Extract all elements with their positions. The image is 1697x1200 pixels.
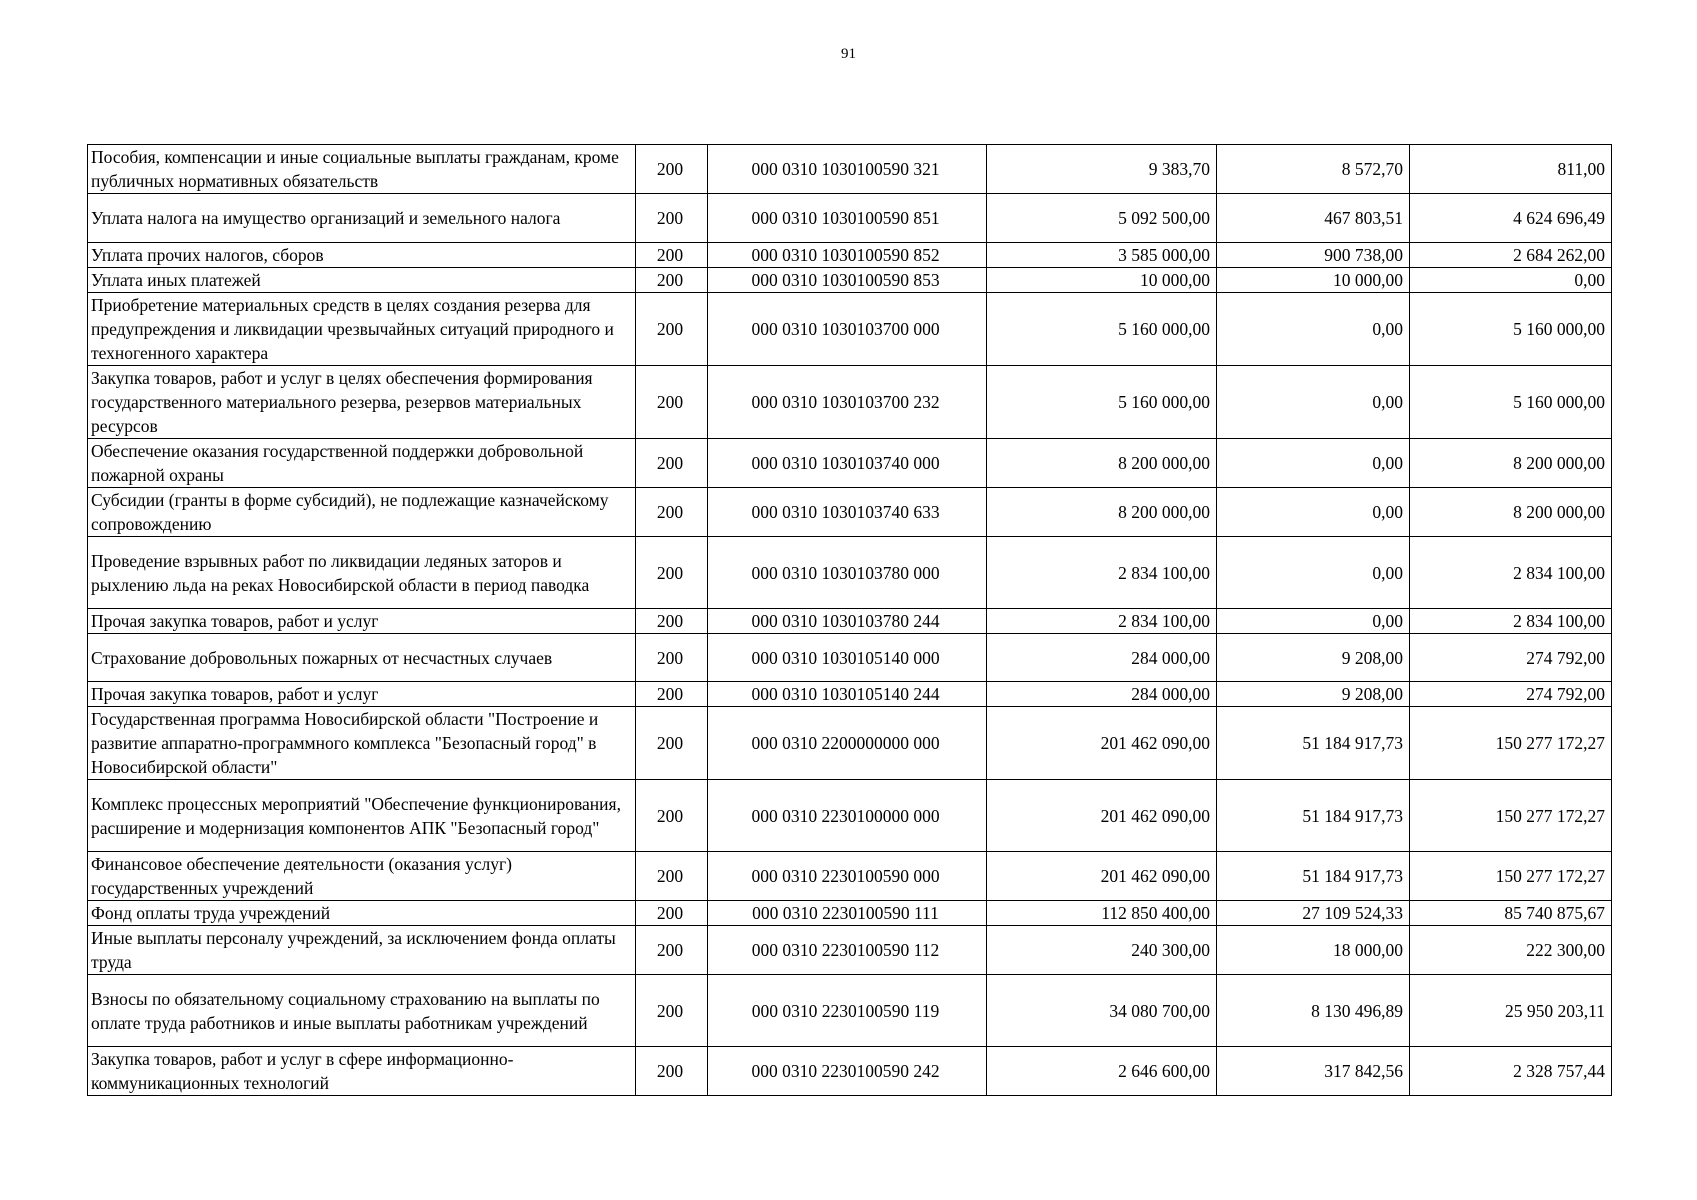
row-kbk-cell: 000 0310 1030103740 000 <box>708 439 987 488</box>
row-kbk-cell: 000 0310 1030100590 851 <box>708 194 987 243</box>
table-row <box>88 537 1612 609</box>
row-name-cell: Иные выплаты персоналу учреждений, за исключением фонда оплаты труда <box>88 926 636 975</box>
row-code-cell: 200 <box>636 243 708 268</box>
table-row <box>88 609 1612 634</box>
table-row <box>88 366 1612 439</box>
row-unexecuted-cell: 2 684 262,00 <box>1410 243 1612 268</box>
row-kbk-cell: 000 0310 1030100590 852 <box>708 243 987 268</box>
row-name-cell: Закупка товаров, работ и услуг в целях обеспечения формирования государственного материального резерва, резервов материальных ресурсов <box>88 366 636 439</box>
row-code-cell: 200 <box>636 975 708 1047</box>
table-row <box>88 682 1612 707</box>
row-executed-cell: 0,00 <box>1217 293 1410 366</box>
table-body <box>88 145 1612 1096</box>
row-kbk-cell: 000 0310 1030103780 000 <box>708 537 987 609</box>
table-row <box>88 194 1612 243</box>
row-unexecuted-cell: 85 740 875,67 <box>1410 901 1612 926</box>
row-code-cell: 200 <box>636 634 708 682</box>
row-kbk-cell: 000 0310 2200000000 000 <box>708 707 987 780</box>
row-name-cell: Обеспечение оказания государственной поддержки добровольной пожарной охраны <box>88 439 636 488</box>
table-row <box>88 901 1612 926</box>
row-code-cell: 200 <box>636 609 708 634</box>
row-kbk-cell: 000 0310 1030103700 232 <box>708 366 987 439</box>
row-code-cell: 200 <box>636 852 708 901</box>
row-approved-cell: 284 000,00 <box>987 682 1217 707</box>
row-executed-cell: 900 738,00 <box>1217 243 1410 268</box>
row-executed-cell: 51 184 917,73 <box>1217 852 1410 901</box>
row-name-cell: Страхование добровольных пожарных от несчастных случаев <box>88 634 636 682</box>
row-unexecuted-cell: 0,00 <box>1410 268 1612 293</box>
row-code-cell: 200 <box>636 439 708 488</box>
row-approved-cell: 201 462 090,00 <box>987 780 1217 852</box>
row-unexecuted-cell: 8 200 000,00 <box>1410 439 1612 488</box>
row-kbk-cell: 000 0310 1030103700 000 <box>708 293 987 366</box>
row-approved-cell: 201 462 090,00 <box>987 707 1217 780</box>
row-name-cell: Уплата налога на имущество организаций и земельного налога <box>88 194 636 243</box>
row-name-cell: Уплата прочих налогов, сборов <box>88 243 636 268</box>
row-approved-cell: 5 092 500,00 <box>987 194 1217 243</box>
row-executed-cell: 51 184 917,73 <box>1217 707 1410 780</box>
row-kbk-cell: 000 0310 2230100590 242 <box>708 1047 987 1096</box>
row-executed-cell: 0,00 <box>1217 366 1410 439</box>
table-row <box>88 926 1612 975</box>
table-row <box>88 780 1612 852</box>
row-approved-cell: 2 834 100,00 <box>987 609 1217 634</box>
row-unexecuted-cell: 222 300,00 <box>1410 926 1612 975</box>
row-name-cell: Пособия, компенсации и иные социальные выплаты гражданам, кроме публичных нормативных обязательств <box>88 145 636 194</box>
row-name-cell: Уплата иных платежей <box>88 268 636 293</box>
table-row <box>88 145 1612 194</box>
row-approved-cell: 8 200 000,00 <box>987 488 1217 537</box>
row-kbk-cell: 000 0310 1030103780 244 <box>708 609 987 634</box>
row-name-cell: Закупка товаров, работ и услуг в сфере информационно-коммуникационных технологий <box>88 1047 636 1096</box>
row-kbk-cell: 000 0310 1030105140 244 <box>708 682 987 707</box>
row-unexecuted-cell: 2 328 757,44 <box>1410 1047 1612 1096</box>
row-unexecuted-cell: 8 200 000,00 <box>1410 488 1612 537</box>
table-row <box>88 293 1612 366</box>
row-unexecuted-cell: 25 950 203,11 <box>1410 975 1612 1047</box>
row-code-cell: 200 <box>636 293 708 366</box>
row-executed-cell: 467 803,51 <box>1217 194 1410 243</box>
row-executed-cell: 0,00 <box>1217 488 1410 537</box>
row-approved-cell: 10 000,00 <box>987 268 1217 293</box>
table-row <box>88 1047 1612 1096</box>
row-approved-cell: 9 383,70 <box>987 145 1217 194</box>
row-executed-cell: 317 842,56 <box>1217 1047 1410 1096</box>
row-kbk-cell: 000 0310 1030100590 321 <box>708 145 987 194</box>
row-name-cell: Фонд оплаты труда учреждений <box>88 901 636 926</box>
row-approved-cell: 240 300,00 <box>987 926 1217 975</box>
row-unexecuted-cell: 2 834 100,00 <box>1410 537 1612 609</box>
row-approved-cell: 201 462 090,00 <box>987 852 1217 901</box>
table-row <box>88 439 1612 488</box>
row-name-cell: Прочая закупка товаров, работ и услуг <box>88 682 636 707</box>
row-code-cell: 200 <box>636 194 708 243</box>
row-kbk-cell: 000 0310 1030103740 633 <box>708 488 987 537</box>
table-row <box>88 707 1612 780</box>
budget-execution-table <box>87 144 1612 1096</box>
row-approved-cell: 284 000,00 <box>987 634 1217 682</box>
row-approved-cell: 2 834 100,00 <box>987 537 1217 609</box>
row-executed-cell: 51 184 917,73 <box>1217 780 1410 852</box>
page-number: 91 <box>841 46 856 62</box>
row-executed-cell: 8 572,70 <box>1217 145 1410 194</box>
table-row <box>88 975 1612 1047</box>
row-code-cell: 200 <box>636 537 708 609</box>
row-unexecuted-cell: 5 160 000,00 <box>1410 293 1612 366</box>
row-unexecuted-cell: 5 160 000,00 <box>1410 366 1612 439</box>
row-executed-cell: 8 130 496,89 <box>1217 975 1410 1047</box>
row-name-cell: Финансовое обеспечение деятельности (оказания услуг) государственных учреждений <box>88 852 636 901</box>
row-code-cell: 200 <box>636 145 708 194</box>
row-executed-cell: 0,00 <box>1217 537 1410 609</box>
row-executed-cell: 9 208,00 <box>1217 682 1410 707</box>
row-executed-cell: 0,00 <box>1217 439 1410 488</box>
row-code-cell: 200 <box>636 901 708 926</box>
row-executed-cell: 9 208,00 <box>1217 634 1410 682</box>
row-executed-cell: 0,00 <box>1217 609 1410 634</box>
row-unexecuted-cell: 2 834 100,00 <box>1410 609 1612 634</box>
row-unexecuted-cell: 150 277 172,27 <box>1410 852 1612 901</box>
row-approved-cell: 34 080 700,00 <box>987 975 1217 1047</box>
row-executed-cell: 10 000,00 <box>1217 268 1410 293</box>
row-unexecuted-cell: 150 277 172,27 <box>1410 707 1612 780</box>
table-row <box>88 488 1612 537</box>
row-kbk-cell: 000 0310 2230100590 111 <box>708 901 987 926</box>
row-name-cell: Субсидии (гранты в форме субсидий), не подлежащие казначейскому сопровождению <box>88 488 636 537</box>
row-name-cell: Проведение взрывных работ по ликвидации ледяных заторов и рыхлению льда на реках Новосибирской области в период паводка <box>88 537 636 609</box>
row-code-cell: 200 <box>636 780 708 852</box>
row-name-cell: Государственная программа Новосибирской области "Построение и развитие аппаратно-программного комплекса "Безопасный город" в Новосибирской области" <box>88 707 636 780</box>
row-code-cell: 200 <box>636 366 708 439</box>
row-approved-cell: 3 585 000,00 <box>987 243 1217 268</box>
table-row <box>88 243 1612 268</box>
table-row <box>88 268 1612 293</box>
row-executed-cell: 27 109 524,33 <box>1217 901 1410 926</box>
row-kbk-cell: 000 0310 2230100590 119 <box>708 975 987 1047</box>
row-executed-cell: 18 000,00 <box>1217 926 1410 975</box>
row-approved-cell: 8 200 000,00 <box>987 439 1217 488</box>
row-kbk-cell: 000 0310 1030100590 853 <box>708 268 987 293</box>
row-code-cell: 200 <box>636 268 708 293</box>
row-unexecuted-cell: 4 624 696,49 <box>1410 194 1612 243</box>
row-kbk-cell: 000 0310 1030105140 000 <box>708 634 987 682</box>
table-row <box>88 852 1612 901</box>
row-unexecuted-cell: 274 792,00 <box>1410 682 1612 707</box>
row-approved-cell: 5 160 000,00 <box>987 293 1217 366</box>
row-approved-cell: 2 646 600,00 <box>987 1047 1217 1096</box>
row-name-cell: Взносы по обязательному социальному страхованию на выплаты по оплате труда работников и иные выплаты работникам учреждений <box>88 975 636 1047</box>
row-name-cell: Комплекс процессных мероприятий "Обеспечение функционирования, расширение и модернизация компонентов АПК "Безопасный город" <box>88 780 636 852</box>
row-name-cell: Прочая закупка товаров, работ и услуг <box>88 609 636 634</box>
row-unexecuted-cell: 811,00 <box>1410 145 1612 194</box>
row-unexecuted-cell: 274 792,00 <box>1410 634 1612 682</box>
row-unexecuted-cell: 150 277 172,27 <box>1410 780 1612 852</box>
row-approved-cell: 5 160 000,00 <box>987 366 1217 439</box>
row-approved-cell: 112 850 400,00 <box>987 901 1217 926</box>
row-kbk-cell: 000 0310 2230100590 112 <box>708 926 987 975</box>
row-code-cell: 200 <box>636 707 708 780</box>
row-code-cell: 200 <box>636 682 708 707</box>
row-kbk-cell: 000 0310 2230100590 000 <box>708 852 987 901</box>
row-name-cell: Приобретение материальных средств в целях создания резерва для предупреждения и ликвидации чрезвычайных ситуаций природного и техногенного характера <box>88 293 636 366</box>
table-row <box>88 634 1612 682</box>
row-kbk-cell: 000 0310 2230100000 000 <box>708 780 987 852</box>
row-code-cell: 200 <box>636 488 708 537</box>
row-code-cell: 200 <box>636 1047 708 1096</box>
row-code-cell: 200 <box>636 926 708 975</box>
